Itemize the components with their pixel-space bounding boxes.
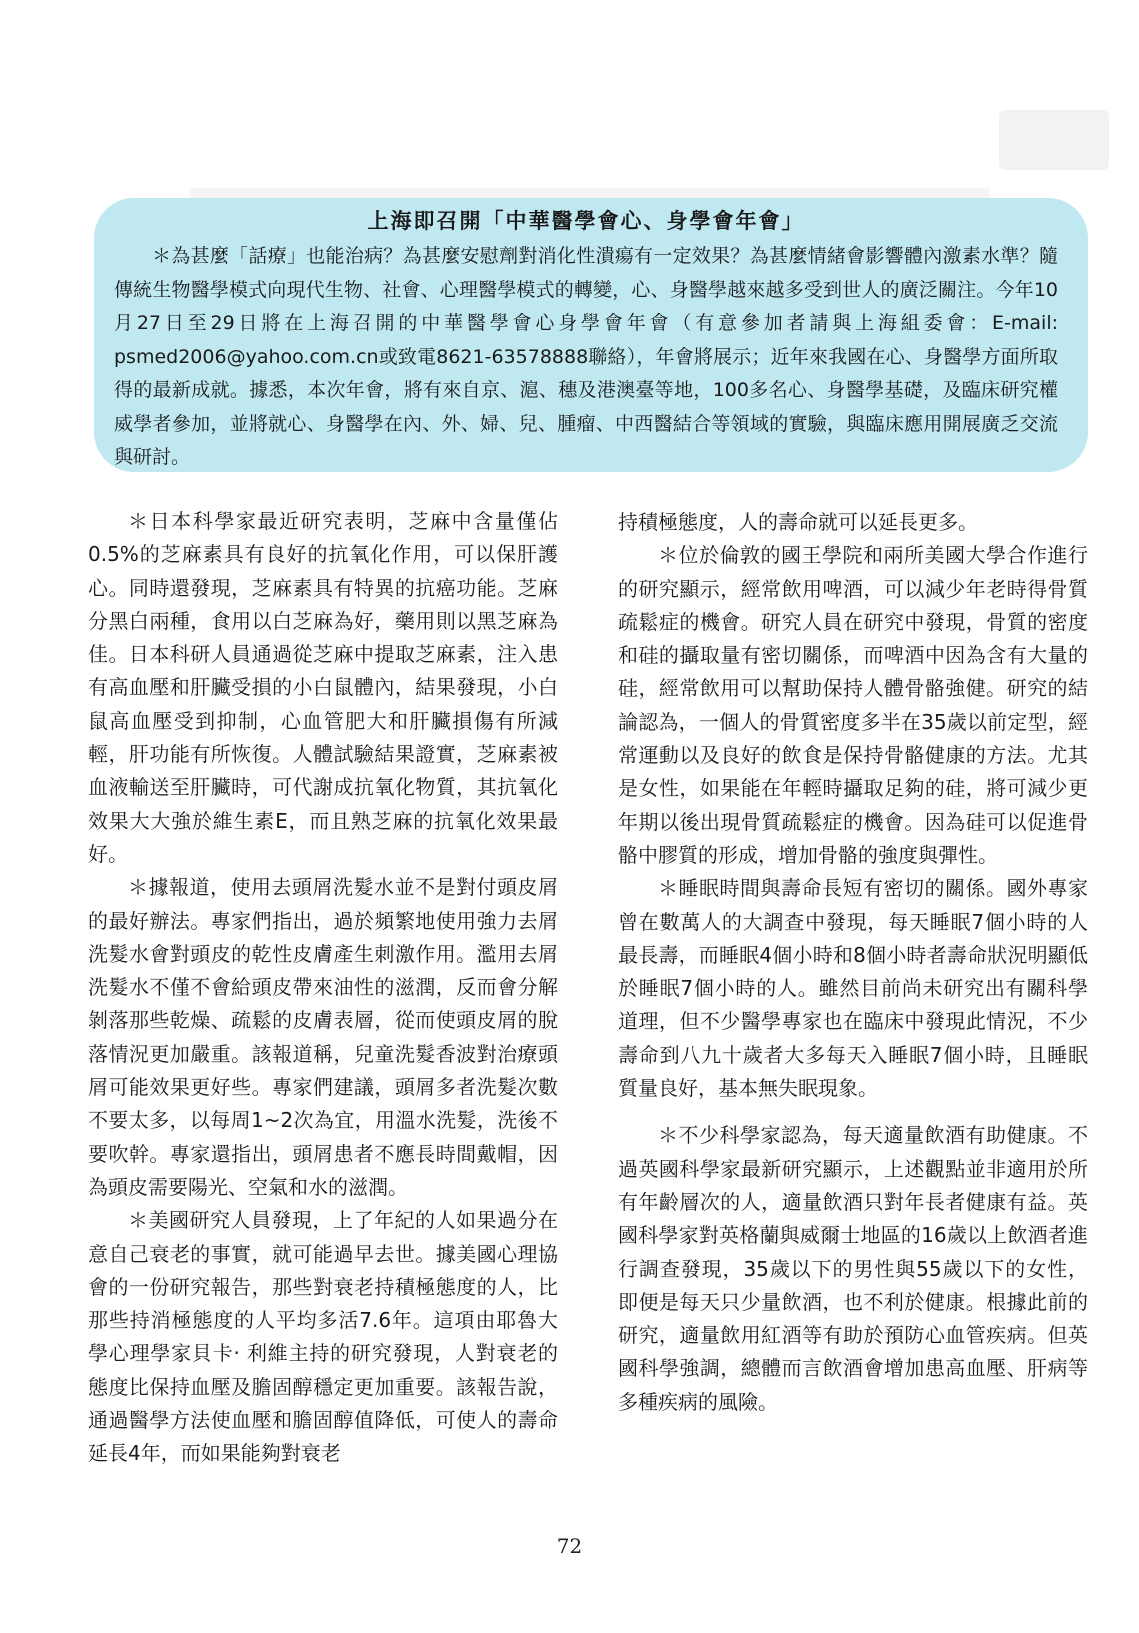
news-box [94, 198, 1088, 472]
article-aging-attitude-continued: 持積極態度，人的壽命就可以延長更多。 [618, 510, 978, 534]
news-box-body: ＊為甚麼「話療」也能治病？為甚麼安慰劑對消化性潰瘍有一定效果？為甚麼情緒會影響體內激素水準？隨傳統生物醫學模式向現代生物、社會、心理醫學模式的轉變，心、身醫學越來越多受到世人的廣泛關注。今年10月27日至29日將在上海召開的中華醫學會心身學會年會（有意參加者請與上海組委會：E-mail: psmed2006@yahoo.com.cn或致電8621-63578888聯絡），年會將展示；近年來我國在心、身醫學方面所取得的最新成就。據悉，本次年會，將有來自京、滬、穗及港澳臺等地，100多名心、身醫學基礎，及臨床研究權威學者參加，並將就心、身醫學在內、外、婦、兒、腫瘤、中西醫結合等領域的實驗，與臨床應用開展廣乏交流與研討。 [114, 245, 1058, 468]
left-column [88, 505, 558, 1471]
news-box-title: 上海即召開「中華醫學會心、身學會年會」 [367, 208, 805, 233]
article-beer-bones: ＊位於倫敦的國王學院和兩所美國大學合作進行的研究顯示，經常飲用啤酒，可以減少年老時得骨質疏鬆症的機會。研究人員在研究中發現，骨質的密度和硅的攝取量有密切關係，而啤酒中因為含有大量的硅，經常飲用可以幫助保持人體骨骼強健。研究的結論認為，一個人的骨質密度多半在35歲以前定型，經常運動以及良好的飲食是保持骨骼健康的方法。尤其是女性，如果能在年輕時攝取足夠的硅，將可減少更年期以後出現骨質疏鬆症的機會。因為硅可以促進骨骼中膠質的形成，增加骨骼的強度與彈性。 [618, 543, 1088, 867]
right-column [618, 506, 1088, 1419]
article-dandruff: ＊據報道，使用去頭屑洗髮水並不是對付頭皮屑的最好辦法。專家們指出，過於頻繁地使用強力去屑洗髮水會對頭皮的乾性皮膚產生刺激作用。濫用去屑洗髮水不僅不會給頭皮帶來油性的滋潤，反而會分解剝落那些乾燥、疏鬆的皮膚表層，從而使頭皮屑的脫落情況更加嚴重。該報道稱，兒童洗髮香波對治療頭屑可能效果更好些。專家們建議，頭屑多者洗髮次數不要太多，以每周1~2次為宜，用溫水洗髮，洗後不要吹幹。專家還指出，頭屑患者不應長時間戴帽，因為頭皮需要陽光、空氣和水的滋潤。 [88, 875, 558, 1199]
article-alcohol-health: ＊不少科學家認為，每天適量飲酒有助健康。不過英國科學家最新研究顯示，上述觀點並非適用於所有年齡層次的人，適量飲酒只對年長者健康有益。英國科學家對英格蘭與威爾士地區的16歲以上飲酒者進行調查發現，35歲以下的男性與55歲以下的女性，即便是每天只少量飲酒，也不利於健康。根據此前的研究，適量飲用紅酒等有助於預防心血管疾病。但英國科學強調，總體而言飲酒會增加患高血壓、肝病等多種疾病的風險。 [618, 1123, 1088, 1414]
article-sleep-longevity: ＊睡眠時間與壽命長短有密切的關係。國外專家曾在數萬人的大調查中發現，每天睡眠7個小時的人最長壽，而睡眠4個小時和8個小時者壽命狀況明顯低於睡眠7個小時的人。雖然目前尚未研究出有關科學道理，但不少醫學專家也在臨床中發現此情況，不少壽命到八九十歲者大多每天入睡眠7個小時，且睡眠質量良好，基本無失眠現象。 [618, 876, 1088, 1101]
watermark-ghost [999, 110, 1109, 170]
article-aging-attitude: ＊美國研究人員發現，上了年紀的人如果過分在意自己衰老的事實，就可能過早去世。據美國心理協會的一份研究報告，那些對衰老持積極態度的人，比那些持消極態度的人平均多活7.6年。這項由耶魯大學心理學家貝卡· 利維主持的研究發現，人對衰老的態度比保持血壓及膽固醇穩定更加重要。該報告說，通過醫學方法使血壓和膽固醇值降低，可使人的壽命延長4年，而如果能夠對衰老 [88, 1208, 558, 1466]
page-number: 72 [556, 1534, 583, 1558]
article-sesame: ＊日本科學家最近研究表明，芝麻中含量僅佔0.5%的芝麻素具有良好的抗氧化作用，可以保肝護心。同時還發現，芝麻素具有特異的抗癌功能。芝麻分黑白兩種，食用以白芝麻為好，藥用則以黑芝麻為佳。日本科研人員通過從芝麻中提取芝麻素，注入患有高血壓和肝臟受損的小白鼠體內，結果發現，小白鼠高血壓受到抑制，心血管肥大和肝臟損傷有所減輕，肝功能有所恢復。人體試驗結果證實，芝麻素被血液輸送至肝臟時，可代謝成抗氧化物質，其抗氧化效果大大強於維生素E，而且熟芝麻的抗氧化效果最好。 [88, 509, 558, 866]
